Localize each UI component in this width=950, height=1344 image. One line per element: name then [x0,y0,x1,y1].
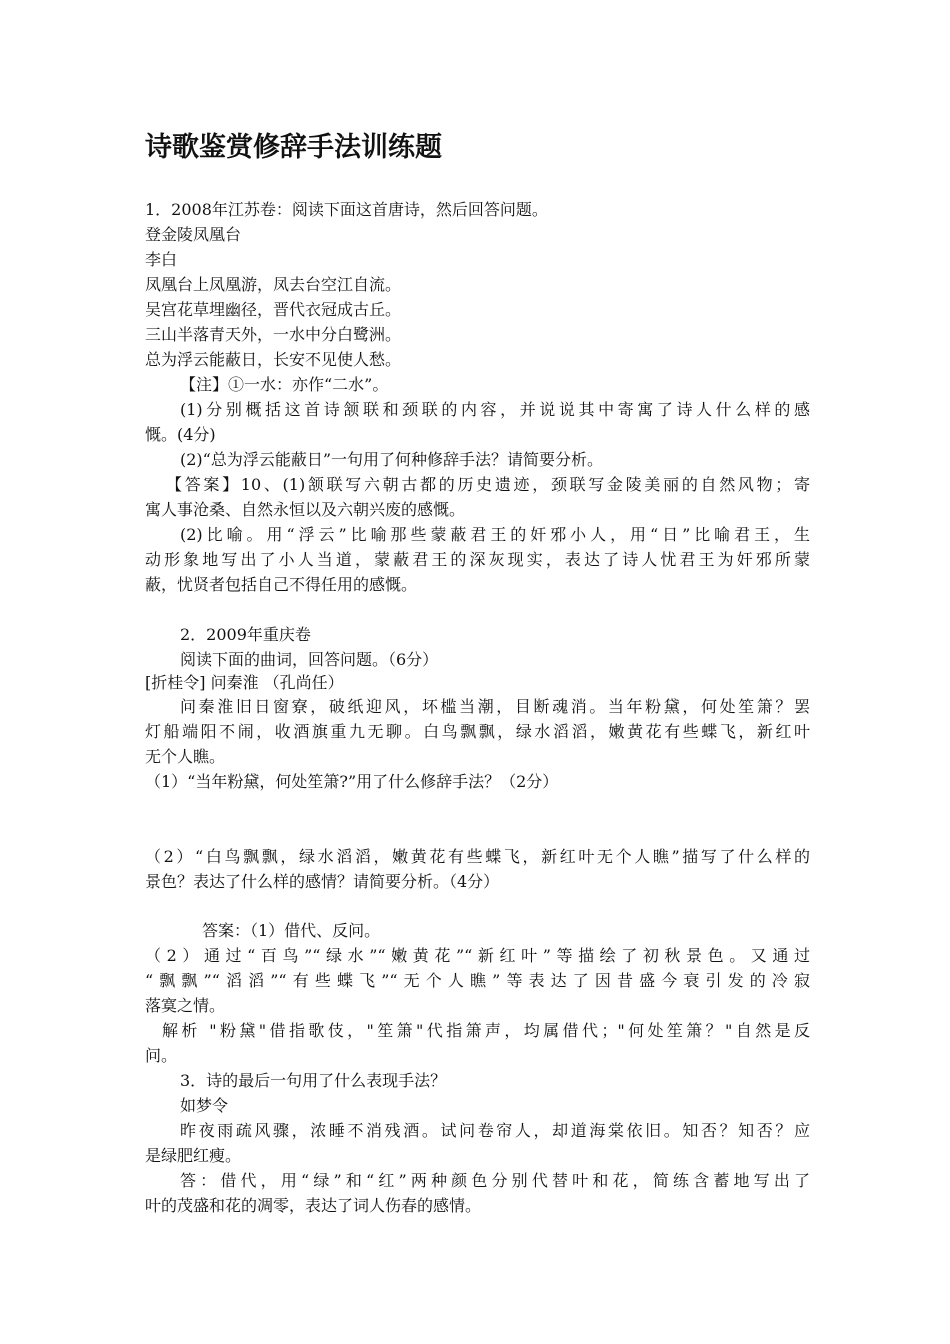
text-line: [折桂令] 问秦淮 （孔尚任） [145,673,344,692]
text-line: (1)分别概括这首诗颔联和颈联的内容，并说说其中寄寓了诗人什么样的感 [180,400,810,419]
text-line: 蔽，忧贤者包括自己不得任用的感慨。 [145,575,418,594]
text-line: （2）“白鸟飘飘，绿水滔滔，嫩黄花有些蝶飞，新红叶无个人瞧”描写了什么样的 [145,847,810,866]
text-line: 问秦淮旧日窗寮，破纸迎风，坏槛当潮，目断魂消。当年粉黛，何处笙箫？罢 [180,697,810,716]
text-line: 叶的茂盛和花的凋零，表达了词人伤春的感情。 [145,1196,482,1215]
text-line: 答案：（1）借代、反问。 [202,921,381,940]
text-line: 【注】①一水：亦作“二水”。 [180,375,389,394]
text-line: （1）“当年粉黛，何处笙箫?”用了什么修辞手法？（2分） [145,772,559,791]
text-line: 吴宫花草埋幽径，晋代衣冠成古丘。 [145,300,402,319]
text-line: (2)比喻。用“浮云”比喻那些蒙蔽君王的奸邪小人，用“日”比喻君王，生 [180,525,810,544]
text-line: “飘飘”“滔滔”“有些蝶飞”“无个人瞧”等表达了因昔盛今衰引发的冷寂 [145,971,810,990]
document-title: 诗歌鉴赏修辞手法训练题 [145,132,442,163]
text-line: 三山半落青天外，一水中分白鹭洲。 [145,325,402,344]
text-line: 问。 [145,1046,178,1065]
text-line: 1．2008年江苏卷：阅读下面这首唐诗，然后回答问题。 [145,200,548,219]
text-line: 落寞之情。 [145,996,226,1015]
text-line: 慨。(4分) [145,425,216,444]
text-line: （2）通过“百鸟”“绿水”“嫩黄花”“新红叶”等描绘了初秋景色。又通过 [145,946,810,965]
text-line: 【答案】10、(1)颔联写六朝古都的历史遗迹，颈联写金陵美丽的自然风物；寄 [166,475,810,494]
text-line: 昨夜雨疏风骤，浓睡不消残酒。试问卷帘人，却道海棠依旧。知否？知否？应 [180,1121,810,1140]
text-line: 无个人瞧。 [145,747,226,766]
text-line: 解析 "粉黛"借指歌伎，"笙箫"代指箫声，均属借代；"何处笙箫？"自然是反 [162,1021,810,1040]
text-line: 2．2009年重庆卷 [180,625,311,644]
text-line: 寓人事沧桑、自然永恒以及六朝兴废的感慨。 [145,500,466,519]
text-line: 凤凰台上凤凰游，凤去台空江自流。 [145,275,402,294]
text-line: (2)“总为浮云能蔽日”一句用了何种修辞手法？请简要分析。 [180,450,604,469]
text-line: 李白 [145,250,178,269]
text-line: 3．诗的最后一句用了什么表现手法？ [180,1071,447,1090]
text-line: 总为浮云能蔽日，长安不见使人愁。 [145,350,402,369]
text-line: 灯船端阳不闹，收酒旗重九无聊。白鸟飘飘，绿水滔滔，嫩黄花有些蝶飞，新红叶 [145,722,810,741]
text-line: 是绿肥红瘦。 [145,1146,242,1165]
text-line: 登金陵凤凰台 [145,225,242,244]
text-line: 动形象地写出了小人当道，蒙蔽君王的深灰现实，表达了诗人忧君王为奸邪所蒙 [145,550,810,569]
text-line: 如梦令 [180,1096,229,1115]
text-line: 阅读下面的曲词，回答问题。（6分） [180,650,439,669]
text-line: 景色？表达了什么样的感情？请简要分析。（4分） [145,872,500,891]
text-line: 答：借代，用“绿”和“红”两种颜色分别代替叶和花，简练含蓄地写出了 [180,1171,810,1190]
